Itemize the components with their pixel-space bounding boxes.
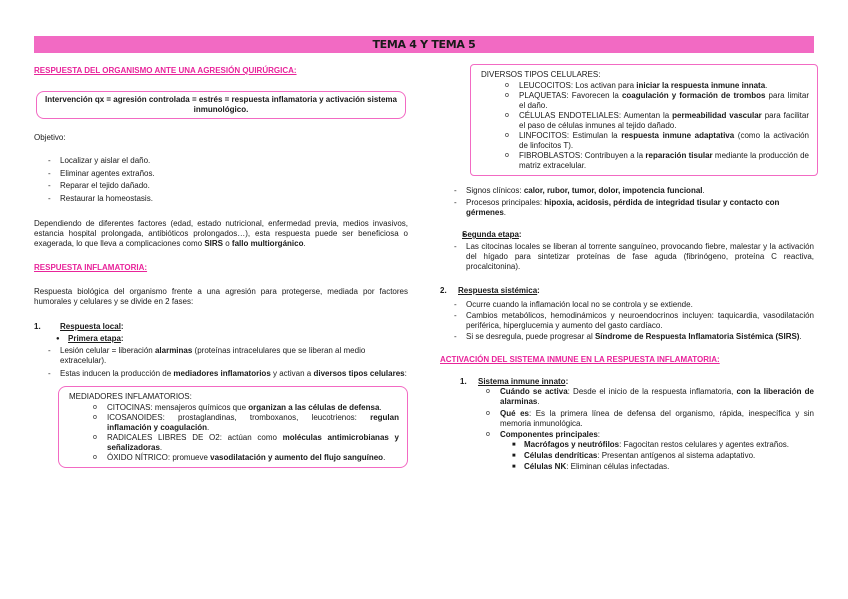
sistema-innato-heading: 1. Sistema inmune innato: bbox=[460, 377, 569, 386]
primera-etapa-item: - Estas inducen la producción de mediadores inflamatorios y activan a diversos tipos celulares: bbox=[34, 369, 408, 379]
list-item: o ÓXIDO NÍTRICO: promueve vasodilatación y aumento del flujo sanguíneo. bbox=[69, 453, 399, 463]
left-column bbox=[34, 66, 408, 468]
list-item: o CITOCINAS: mensajeros químicos que organizan a las células de defensa. bbox=[69, 403, 399, 413]
segunda-etapa-item: - Las citocinas locales se liberan al torrente sanguíneo, provocando fiebre, malestar y la activación del hígado para sintetizar proteínas de fase aguda (fibrinógeno, proteína C reactiva, procalcitonina). bbox=[440, 242, 814, 272]
sistemica-item: - Cambios metabólicos, hemodinámicos y neuroendocrinos incluyen: taquicardia, vasodilatación periférica, hiperglucemia y aumento del gasto cardíaco. bbox=[440, 311, 814, 331]
mediadores-box bbox=[58, 386, 408, 468]
list-item: o RADICALES LIBRES DE O2: actúan como moléculas antimicrobianas y señalizadoras. bbox=[69, 433, 399, 453]
mediadores-title: MEDIADORES INFLAMATORIOS: bbox=[69, 392, 192, 401]
page-title: TEMA 4 Y TEMA 5 bbox=[372, 38, 476, 51]
list-item: o FIBROBLASTOS: Contribuyen a la reparación tisular mediante la producción de matriz extracelular. bbox=[481, 151, 809, 171]
list-item: - Eliminar agentes extraños. bbox=[34, 168, 408, 181]
objetivos-list bbox=[34, 155, 408, 205]
tipos-celulares-box bbox=[470, 64, 818, 176]
tipos-celulares-title: DIVERSOS TIPOS CELULARES: bbox=[481, 70, 601, 79]
list-item: - Reparar el tejido dañado. bbox=[34, 180, 408, 193]
primera-etapa-item: - Lesión celular = liberación alarminas (proteínas intracelulares que se liberan al medio extracelular). bbox=[34, 346, 408, 366]
componente-item: ■ Células dendríticas: Presentan antígenos al sistema adaptativo. bbox=[440, 451, 814, 461]
list-item: o ICOSANOIDES: prostaglandinas, tromboxanos, leucotrienos: regulan inflamación y coagulación. bbox=[69, 413, 399, 433]
right-column bbox=[440, 64, 814, 472]
componentes-heading: o Componentes principales: bbox=[440, 430, 814, 440]
ri-paragraph: Respuesta biológica del organismo frente a una agresión para protegerse, mediada por factores humorales y celulares y se divide en 2 fases: bbox=[34, 287, 408, 306]
list-item: o LINFOCITOS: Estimulan la respuesta inmune adaptativa (como la activación de linfocitos T). bbox=[481, 131, 809, 151]
sistemica-item: - Si se desregula, puede progresar al Síndrome de Respuesta Inflamatoria Sistémica (SIRS). bbox=[440, 332, 814, 342]
respuesta-sistemica-heading: 2. Respuesta sistémica: bbox=[440, 286, 540, 295]
list-item: o LEUCOCITOS: Los activan para iniciar la respuesta inmune innata. bbox=[481, 81, 809, 91]
list-item: o PLAQUETAS: Favorecen la coagulación y formación de trombos para limitar el daño. bbox=[481, 91, 809, 111]
section-heading-inflamatoria: RESPUESTA INFLAMATORIA: bbox=[34, 263, 148, 272]
list-item: - Restaurar la homeostasis. bbox=[34, 193, 408, 206]
list-item: - Localizar y aislar el daño. bbox=[34, 155, 408, 168]
procesos-item: - Procesos principales: hipoxia, acidosis, pérdida de integridad tisular y contacto con gérmenes. bbox=[440, 198, 814, 218]
title-bar bbox=[34, 36, 814, 53]
sistemica-item: - Ocurre cuando la inflamación local no se controla y se extiende. bbox=[440, 300, 814, 310]
section-heading-activacion: ACTIVACIÓN DEL SISTEMA INMUNE EN LA RESPUESTA INFLAMATORIA: bbox=[440, 355, 720, 364]
componente-item: ■ Macrófagos y neutrófilos: Fagocitan restos celulares y agentes extraños. bbox=[440, 440, 814, 450]
innato-item: o Qué es: Es la primera línea de defensa del organismo, rápida, inespecífica y sin memoria inmunológica. bbox=[440, 409, 814, 429]
list-item: o CÉLULAS ENDOTELIALES: Aumentan la permeabilidad vascular para facilitar el paso de células inmunes al tejido dañado. bbox=[481, 111, 809, 131]
primera-etapa-heading: ● Primera etapa: bbox=[34, 334, 408, 344]
segunda-etapa-heading: ● Segunda etapa: bbox=[440, 230, 814, 240]
respuesta-local-heading: 1. Respuesta local: bbox=[34, 322, 124, 331]
innato-item: o Cuándo se activa: Desde el inicio de la respuesta inflamatoria, con la liberación de alarminas. bbox=[440, 387, 814, 407]
factors-paragraph: Dependiendo de diferentes factores (edad, estado nutricional, enfermedad previa, medios invasivos, estancia hospital prolongada, antibióticos prolongados…), esta respuesta puede ser beneficiosa o exagerada, lo que lleva a complicaciones como SIRS o fallo multiorgánico. bbox=[34, 219, 408, 248]
signos-item: - Signos clínicos: calor, rubor, tumor, dolor, impotencia funcional. bbox=[440, 186, 814, 196]
callout-box: Intervención qx = agresión controlada = estrés = respuesta inflamatoria y activación sistema inmunológico. bbox=[36, 91, 406, 119]
objetivo-label: Objetivo: bbox=[34, 133, 66, 142]
componente-item: ■ Células NK: Eliminan células infectadas. bbox=[440, 462, 814, 472]
section-heading-agresion: RESPUESTA DEL ORGANISMO ANTE UNA AGRESIÓN QUIRÚRGICA: bbox=[34, 66, 297, 75]
